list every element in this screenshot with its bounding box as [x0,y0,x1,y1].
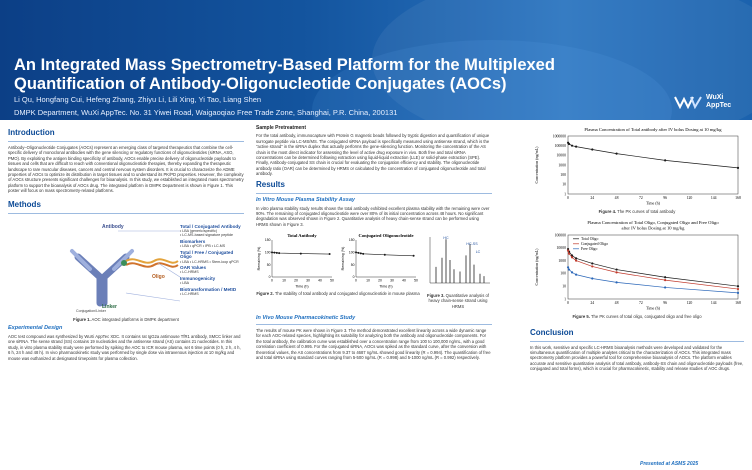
in-vivo-heading: In Vivo Mouse Pharmacokinetic Study [256,314,356,321]
figure4-caption [530,209,744,214]
y-tick-label: 100 [264,250,271,255]
figure2-caption-text: The stability of total antibody and conjugated oligonucleotide in mouse plasma [273,291,420,297]
x-tick-label: 144 [710,196,717,200]
box6-title: Biotransformation / MetID [180,286,237,292]
chart-pk-total-antibody [530,126,744,206]
y-tick-label: 1 [564,297,566,302]
data-point [575,259,577,261]
wuxi-logo [674,94,731,110]
y-tick-label: 1 [564,192,566,197]
exp-design-heading: Experimental Design [8,325,63,332]
figure1-caption-label: Figure 1. [73,316,91,322]
peak-label: HC-SS [466,242,478,247]
x-tick-label: 144 [710,300,717,305]
data-point [615,281,617,283]
chart-title: Conjugated Oligonucleotide [358,233,414,239]
figure5-caption-text: The PK curves of total oligo, conjugated oligo and free oligo [589,314,702,320]
data-point [568,252,570,254]
methods-heading: Methods [8,199,41,209]
figure4-caption-text: The PK curves of total antibody [616,209,676,215]
in-vivo-text: The results of mouse PK were shown in Figure 3. The method demonstrated excellent linearity across a wide dynamic range for each AOC-related species, highlighting its suitability for analyzing both the antibody and oligonucleotide components. For the total antibody, the calibration curve was established over a concentration range from 100 to 100,000 ng/mL, with a good correlation coefficient of 0.995. For the conjugated siRNA, AOCs was spiked as the standard curve, after the conversion with theoretical values, the AS concentrations from 9.37 to 4687 ng/mL showed good linearity (R = 0.994). The quantification of free and total siRNA using standard curves ranging from 5-500 ng/mL (R = 0.998) and 5-1000 ng/mL (R = 0.992) respectively. [256,327,491,360]
x-tick-label: 168 [735,300,741,305]
in-vitro-text: In vitro plasma stability study results shown the total antibody exhibited excellent plasma stability with the remaining were over 90%. The remaining of conjugated oligonucleotide were over 80% of its initial concentration across 48 hours. No significant degradation was observed shown in Figure 2. Quantitative analysis of heavy chain-sense strand can be performed using HRMS shown in Figure 3. [256,205,490,227]
authors: Li Qu, Hongfang Cui, Hefeng Zhang, Zhiyu Li, Lili Xing, Yi Tao, Liang Shen [14,95,262,104]
box2-title: Biomarkers [180,238,206,244]
sample-pretreatment-heading: Sample Pretreatment [256,125,307,131]
y-tick-label: 100000 [554,143,566,148]
figure1-caption-text: AOC integrated platforms in DMPK department [90,316,179,322]
y-tick-label: 150 [264,238,271,243]
y-tick-label: 0 [352,275,355,280]
data-point [615,271,617,273]
x-tick-label: 120 [686,196,693,200]
conclusion-text: In this work, sensitive and specific LC-HRMS bioanalysis methods were developed and validated for the simultaneous quantification of multiple analytes critical to the characterization of AOCs. This integrated mass spectrometry platform provides a powerful tool for comprehensive bioanalysis of AOCs. The platform enables accurate and sensitive quantitative analysis of total antibody, antibody-SS chain and oligonucleotide payloads (free, conjugated and total forms), which is crucial for pharmacokinetic, stability and release studies of AOC drugs. [530,344,744,372]
data-point [664,159,666,161]
y-axis-label: Concentration (ng/mL) [534,248,539,286]
y-tick-label: 10000 [556,245,566,250]
column-middle [256,126,492,363]
legend-label: Free Oligo [581,246,598,251]
data-point [737,167,739,169]
divider [530,341,744,342]
peak-label: LC [475,250,481,255]
x-tick-label: 30 [306,278,310,283]
data-point [278,252,280,254]
results-heading: Results [256,179,285,189]
x-axis-label: Time (h) [379,284,393,289]
data-point [413,255,415,257]
poster-header [0,0,752,120]
figure3 [424,231,492,309]
x-tick-label: 0 [355,278,357,283]
y-tick-label: 100 [560,271,566,276]
data-point [271,252,273,254]
chart-total-antibody-stability [256,231,336,289]
x-tick-label: 72 [638,300,643,305]
x-tick-label: 40 [318,278,322,283]
y-tick-label: 1000000 [552,134,566,139]
figure2-caption [256,291,420,296]
y-tick-label: 100 [560,172,566,177]
legend-label: Total Oligo [581,236,599,241]
data-point [575,273,577,275]
x-tick-label: 30 [390,278,394,283]
exp-design-text: AOC test compound was synthesized by WuXi AppTec XDC. It contains rat IgG2a antimouse TfR1 antibody, SMCC linker and one siRNA. The sense strand (SS) contains 19 nucleotides and the antisense strand (AS) contains 21 nucleotides. In this study, in vitro plasma stability study were performed by spiking the AOC to ICR mouse plasma, set 6 time points (0 h, 2 h, 4 h, 6 h, 24 h and 48 h). In vivo pharmacokinetic study was performed by single dose via intravenous injection at 10 mg/kg and mouse was euthanized at designated timepoints for plasma collection. [8,334,241,361]
affiliation: DMPK Department, WuXi AppTec. No. 31 Yiwei Road, Waigaoqiao Free Trade Zone, Shanghai, P.R. China, 200131 [14,108,398,117]
poster-title: An Integrated Mass Spectrometry-Based Platform for the Multiplexed Quantification of Antibody-Oligonucleotide Conjugates (AOCs) [14,56,555,93]
x-tick-label: 120 [686,300,693,305]
x-tick-label: 20 [294,278,298,283]
data-point [591,277,593,279]
conclusion-heading: Conclusion [530,327,574,337]
data-point [567,249,569,251]
box3-title: Total / Free / Conjugated Oligo [180,249,234,260]
figure5-caption-label: Figure 5. [572,314,590,320]
box3-item: • LBA • LC-HRMS • Stem-loop qPCR [180,259,239,264]
data-point [273,252,275,254]
in-vitro-heading: In Vitro Mouse Plasma Stability Assay [256,196,355,203]
antibody-icon [72,251,132,303]
data-point [357,252,359,254]
y-tick-label: 1000 [558,163,566,168]
x-tick-label: 96 [663,196,668,200]
column-right [530,126,744,375]
x-tick-label: 24 [590,300,595,305]
x-tick-label: 96 [663,300,668,305]
divider [8,141,244,142]
figure2-3-row [256,231,492,309]
box2-item: • LBA • qPCR • IPB • LC-MS [180,244,226,249]
y-tick-label: 100 [348,250,355,255]
data-point [355,252,357,254]
data-point [591,148,593,150]
hrms-spectrum [424,231,492,289]
y-tick-label: 10 [562,284,566,289]
series-line [568,143,738,168]
box1-title: Total / Conjugated Antibody [180,223,241,229]
linker-icon [121,260,127,266]
data-point [664,286,666,288]
x-axis-label: Time (h) [646,200,660,206]
x-tick-label: 0 [567,300,569,305]
data-point [571,271,573,273]
data-point [360,253,362,255]
y-tick-label: 1000 [558,258,566,263]
x-tick-label: 48 [614,300,619,305]
y-tick-label: 10000 [556,153,566,158]
data-point [571,145,573,147]
data-point [329,253,331,255]
logo-line1: WuXi [706,94,724,101]
footer-note: Presented at ASMS 2025 [640,461,699,467]
x-tick-label: 50 [414,278,418,283]
data-point [737,285,739,287]
data-point [568,268,570,270]
box4-title: OAR Values [180,264,207,270]
y-axis-label: Concentration (ng/mL) [534,146,539,184]
data-point [568,143,570,145]
data-point [276,252,278,254]
chart-title: Total Antibody [287,233,317,239]
y-tick-label: 0 [268,275,271,280]
introduction-text: Antibody–Oligonucleotide Conjugates (AOCs) represent an emerging class of targeted therapeutics that combine the cell-specific delivery of monoclonal antibodies with the gene silencing or regulatory functions of oligonucleotides (siRNA, ASO, PMO). By exploiting the antigen binding specificity of antibody, AOCs enable precise delivery of oligonucleotide payloads to tissues and cells that are difficult to reach with conventional oligonucleotide therapies, thereby expanding the therapeutic landscape to rare muscular diseases, cancers and central nervous system disorders. It is crucial to characterize the ADME properties of AOCs to optimize its distribution in target tissues and to understand its PK/PD properties. However, the complexity of AOCs structure presents significant challenges for bioanalysis. In this study, we established an integrated mass spectrometry platform to support the bioanalysis of AOCs drug. The integrated platform in DMPK Department is shown in Figure 1. This poster will focus on mass spectrometry-related platforms. [8,145,244,194]
y-tick-label: 50 [350,263,355,268]
introduction-heading: Introduction [8,128,55,137]
x-tick-label: 10 [366,278,370,283]
x-tick-label: 48 [614,196,619,200]
data-point [591,265,593,267]
x-tick-label: 20 [378,278,382,283]
platform-list [180,225,244,297]
figure2-caption-label: Figure 2. [256,291,274,297]
aoc-platform-diagram [8,217,244,315]
linker-label: Linker [102,303,118,310]
data-point [300,253,302,255]
box5-item: • LBA [180,281,190,286]
data-point [575,257,577,259]
x-axis-label: Time (h) [646,305,660,311]
chart-title: Plasma Concentration of Total Oligo, Conjugated Oligo and Free Oligo [587,219,719,225]
y-axis-label: Remaining (%) [257,246,261,271]
x-tick-label: 0 [271,278,273,283]
box1-item: • LC-MS-based signature peptide [180,233,233,238]
figure1-caption [8,317,244,322]
x-tick-label: 72 [638,196,643,200]
chart-title: Plasma Concentration of Total antibody after IV bolus Dosing at 10 mg/kg [584,127,722,132]
x-tick-label: 0 [567,196,569,200]
peak-label: HC [443,236,449,241]
antibody-label: Antibody [102,223,124,230]
x-tick-label: 40 [402,278,406,283]
box4-item: • LC-HRMS [180,270,199,275]
figure4-caption-label: Figure 4. [598,209,617,215]
series-line [568,267,738,293]
figure3-caption-label: Figure 3. [427,292,445,298]
x-tick-label: 24 [590,196,595,200]
x-axis-label: Time (h) [295,284,309,289]
divider [8,213,244,214]
x-tick-label: 168 [735,196,741,200]
data-point [362,253,364,255]
oligo-label: Oligo [152,273,165,280]
data-point [571,256,573,258]
box5-title: Immunogenicity [180,275,216,281]
figure5-caption [530,314,744,319]
y-tick-label: 50 [266,263,271,268]
sample-pretreatment-text: For the total antibody, immunocapture with Protein G magnetic beads followed by tryptic digestion and quantification of unique surrogate peptide via LC-MS/MS. The conjugated siRNA payload is specifically measured using antisense strand, which is the "active strand" in the siRNA duplex that actually performs the gene-silencing function. Monitoring the concentration of the AS chain is the most direct indicator for assessing the level of active drug exposure in vivo. Both free and total siRNA concentrations can be determined following extraction using liquid-liquid extraction (LLE) or solid-phase extraction (SPE). Finally, Antibody-conjugated SS chain is crucial for evaluating the conjugation efficiency and stability. The oligonucleotide antibody ratio (OAR) can be determined by HRMS or calculated by the concentration of conjugated oligonucleotide and total antibody. [256,133,490,177]
column-left [8,126,244,364]
x-tick-label: 50 [330,278,334,283]
figure3-caption [424,293,492,309]
box6-item: • LC-HRMS [180,291,199,296]
chart-conjugated-oligo-stability [340,231,420,289]
divider [256,193,492,194]
data-point [737,288,739,290]
y-tick-label: 150 [348,238,355,243]
figure2 [256,231,420,309]
data-point [664,276,666,278]
data-point [664,279,666,281]
chart-title: after IV bolus Dosing at 10 mg/kg [621,225,685,231]
oligo-icon [126,259,178,266]
x-tick-label: 10 [282,278,286,283]
data-point [615,268,617,270]
chart-pk-oligo [530,219,744,311]
y-tick-label: 100000 [554,233,566,238]
legend-label: Conjugated Oligo [581,241,609,246]
data-point [615,153,617,155]
data-point [567,266,569,268]
wuxi-logo-icon [674,95,702,109]
divider [256,324,492,325]
data-point [575,146,577,148]
data-point [737,292,739,294]
conjugation-label: Conjugation/Linker [76,308,106,313]
box1-item: • LBA (generic/specific) [180,229,218,234]
figure3-caption-text: Quantitative analysis of heavy chain-sense strand using HRMS [428,292,489,309]
y-axis-label: Remaining (%) [341,246,345,271]
y-tick-label: 10 [562,182,566,187]
data-point [384,254,386,256]
data-point [591,262,593,264]
logo-line2: AppTec [706,102,732,109]
